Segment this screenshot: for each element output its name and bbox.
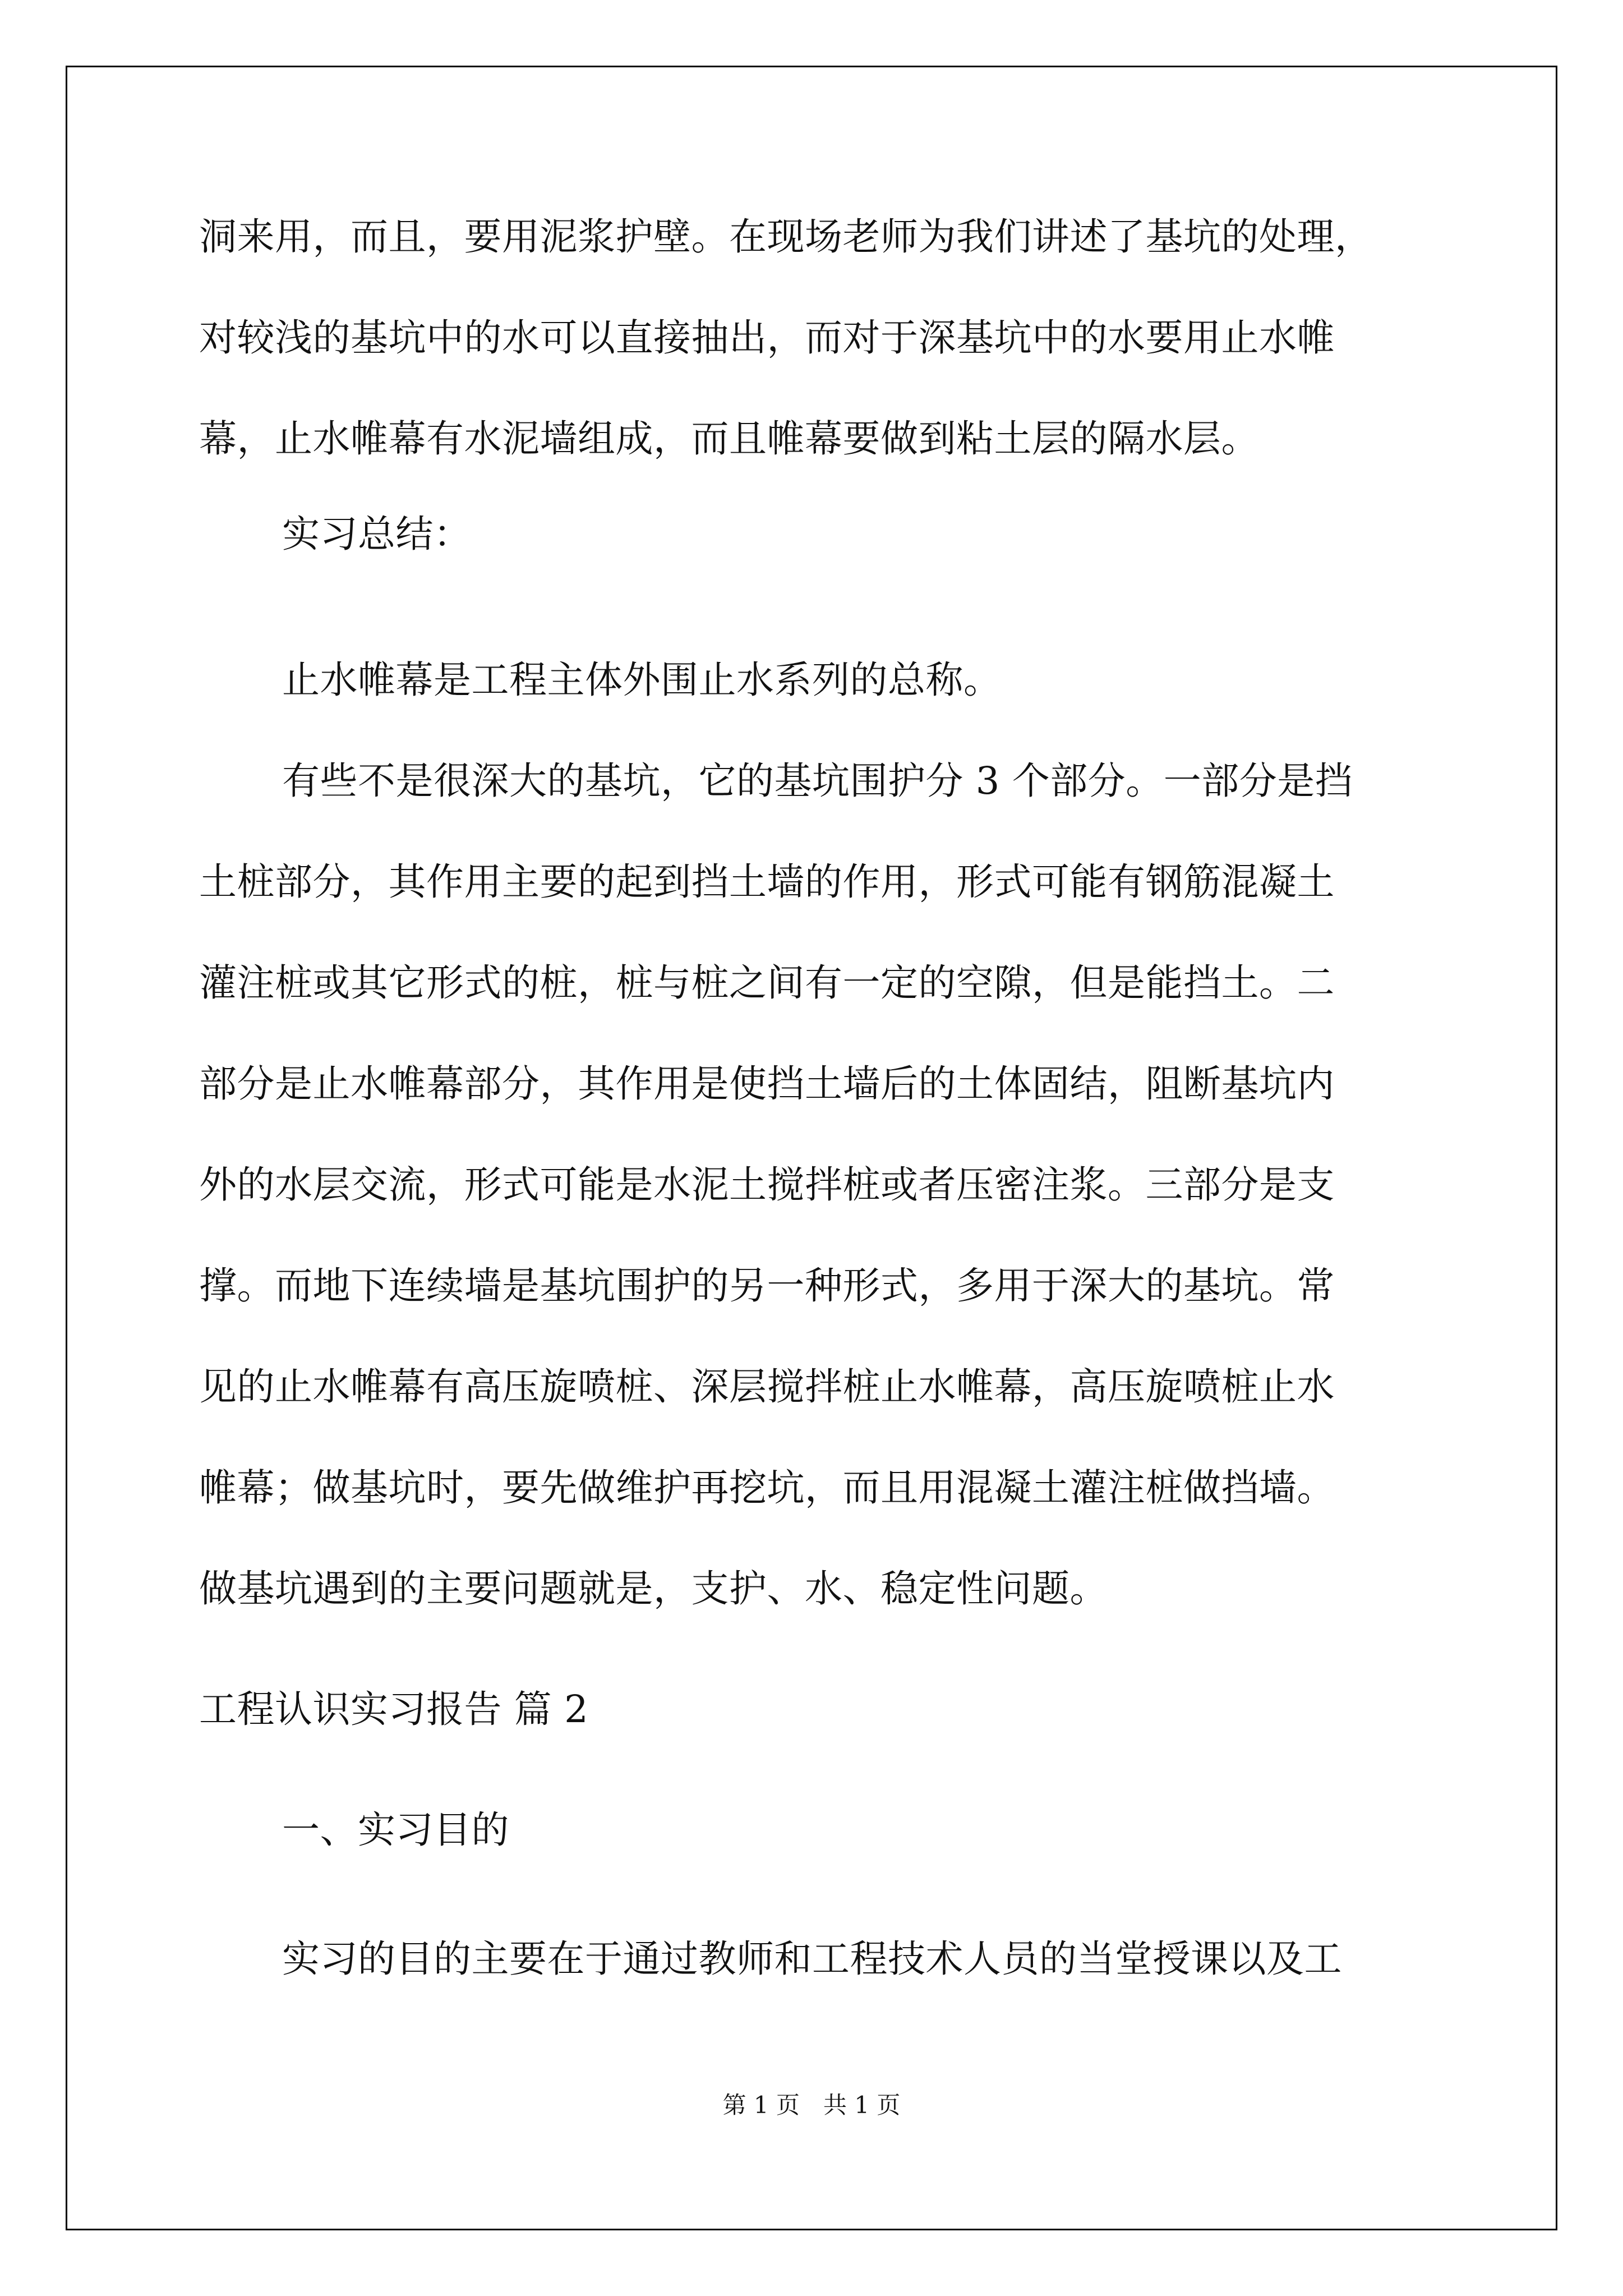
- paragraph-line: 做基坑遇到的主要问题就是，支护、水、稳定性问题。: [199, 1567, 1108, 1611]
- paragraph-line: 撑。而地下连续墙是基坑围护的另一种形式，多用于深大的基坑。常: [199, 1264, 1335, 1308]
- page-border: [66, 66, 1557, 2230]
- paragraph-line: 有些不是很深大的基坑，它的基坑围护分 3 个部分。一部分是挡: [282, 759, 1353, 803]
- report-title: 工程认识实习报告 篇 2: [199, 1687, 589, 1731]
- section-heading: 一、实习目的: [282, 1808, 509, 1852]
- paragraph-line: 外的水层交流，形式可能是水泥土搅拌桩或者压密注浆。三部分是支: [199, 1163, 1335, 1207]
- paragraph-line: 对较浅的基坑中的水可以直接抽出，而对于深基坑中的水要用止水帷: [199, 316, 1335, 360]
- paragraph-line: 幕，止水帷幕有水泥墙组成，而且帷幕要做到粘土层的隔水层。: [199, 417, 1259, 461]
- paragraph-line: 土桩部分，其作用主要的起到挡土墙的作用，形式可能有钢筋混凝土: [199, 860, 1335, 904]
- section-heading: 实习总结：: [282, 512, 472, 556]
- paragraph-line: 见的止水帷幕有高压旋喷桩、深层搅拌桩止水帷幕，高压旋喷桩止水: [199, 1365, 1335, 1409]
- paragraph-line: 洞来用，而且，要用泥浆护壁。在现场老师为我们讲述了基坑的处理，: [199, 215, 1373, 259]
- paragraph-line: 实习的目的主要在于通过教师和工程技术人员的当堂授课以及工: [282, 1937, 1342, 1981]
- page-footer: 第 1 页 共 1 页: [722, 2091, 901, 2119]
- paragraph-line: 止水帷幕是工程主体外围止水系列的总称。: [282, 658, 1002, 702]
- paragraph-line: 部分是止水帷幕部分，其作用是使挡土墙后的土体固结，阻断基坑内: [199, 1062, 1335, 1106]
- paragraph-line: 帷幕；做基坑时，要先做维护再挖坑，而且用混凝土灌注桩做挡墙。: [199, 1466, 1335, 1510]
- paragraph-line: 灌注桩或其它形式的桩，桩与桩之间有一定的空隙，但是能挡土。二: [199, 961, 1335, 1005]
